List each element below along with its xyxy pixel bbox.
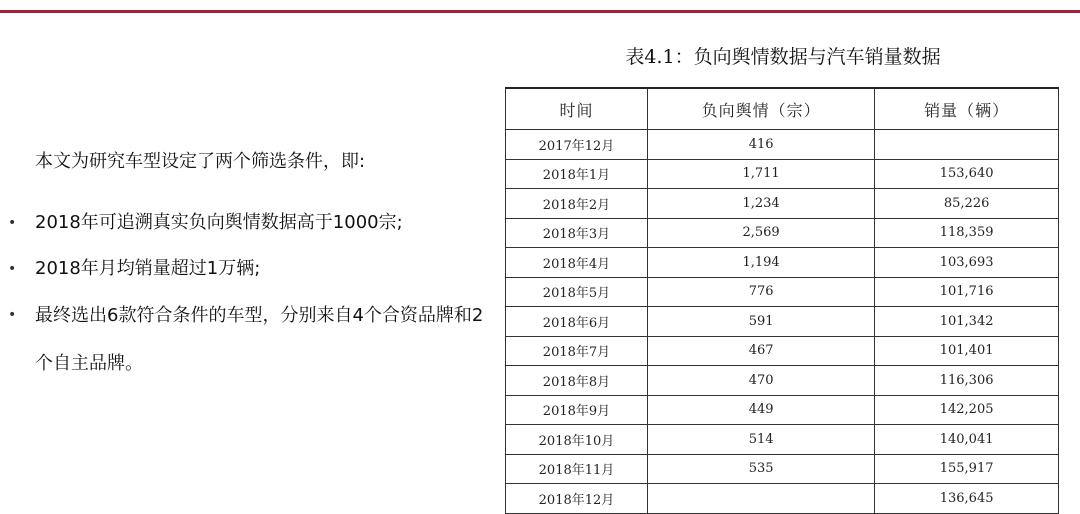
table-row: [506, 159, 1059, 189]
column-header-time: 时间: [506, 88, 648, 130]
criteria-list: [0, 200, 490, 388]
table-row: [506, 277, 1059, 307]
table-row: [506, 484, 1059, 514]
cell-time: 2018年7月: [506, 336, 648, 366]
cell-negative-sentiment: 2,569: [647, 218, 874, 248]
cell-time: 2018年11月: [506, 454, 648, 484]
cell-negative-sentiment: 1,194: [647, 248, 874, 278]
cell-sales: 140,041: [875, 425, 1059, 455]
table-row: [506, 130, 1059, 160]
cell-negative-sentiment: 1,234: [647, 189, 874, 219]
cell-negative-sentiment: 449: [647, 395, 874, 425]
table-row: [506, 248, 1059, 278]
cell-time: 2018年3月: [506, 218, 648, 248]
criteria-item-text: 最终选出6款符合条件的车型，分别来自4个合资品牌和2个自主品牌。: [35, 305, 484, 374]
cell-sales: 85,226: [875, 189, 1059, 219]
cell-sales: [875, 130, 1059, 160]
table-row: [506, 307, 1059, 337]
cell-sales: 118,359: [875, 218, 1059, 248]
cell-negative-sentiment: [647, 484, 874, 514]
column-header-sales: 销量（辆）: [875, 88, 1059, 130]
cell-time: 2018年6月: [506, 307, 648, 337]
cell-time: 2017年12月: [506, 130, 648, 160]
criteria-item-text: 2018年可追溯真实负向舆情数据高于1000宗;: [35, 212, 403, 233]
table-row: [506, 218, 1059, 248]
cell-sales: 101,716: [875, 277, 1059, 307]
cell-negative-sentiment: 467: [647, 336, 874, 366]
cell-sales: 153,640: [875, 159, 1059, 189]
cell-sales: 101,401: [875, 336, 1059, 366]
cell-time: 2018年9月: [506, 395, 648, 425]
bullet-icon: •: [8, 215, 17, 231]
table-row: [506, 425, 1059, 455]
criteria-item: [0, 292, 490, 388]
column-header-negative-sentiment: 负向舆情（宗）: [647, 88, 874, 130]
cell-sales: 101,342: [875, 307, 1059, 337]
top-accent-rule: [0, 10, 1080, 13]
cell-negative-sentiment: 416: [647, 130, 874, 160]
cell-sales: 103,693: [875, 248, 1059, 278]
table-row: [506, 395, 1059, 425]
table-row: [506, 336, 1059, 366]
cell-sales: 116,306: [875, 366, 1059, 396]
cell-time: 2018年10月: [506, 425, 648, 455]
table-row: [506, 366, 1059, 396]
intro-text: 本文为研究车型设定了两个筛选条件，即:: [35, 151, 366, 172]
cell-time: 2018年8月: [506, 366, 648, 396]
table-row: [506, 189, 1059, 219]
cell-time: 2018年1月: [506, 159, 648, 189]
cell-negative-sentiment: 591: [647, 307, 874, 337]
cell-time: 2018年2月: [506, 189, 648, 219]
table-header-row: [506, 88, 1059, 130]
sales-sentiment-table: [505, 87, 1059, 514]
cell-negative-sentiment: 1,711: [647, 159, 874, 189]
table-title: 表4.1：负向舆情数据与汽车销量数据: [625, 46, 941, 68]
cell-negative-sentiment: 514: [647, 425, 874, 455]
cell-time: 2018年12月: [506, 484, 648, 514]
cell-sales: 155,917: [875, 454, 1059, 484]
criteria-item: [0, 200, 490, 246]
cell-negative-sentiment: 470: [647, 366, 874, 396]
criteria-item-text: 2018年月均销量超过1万辆;: [35, 258, 261, 279]
bullet-icon: •: [8, 307, 17, 323]
table-row: [506, 454, 1059, 484]
cell-negative-sentiment: 535: [647, 454, 874, 484]
cell-sales: 136,645: [875, 484, 1059, 514]
cell-time: 2018年4月: [506, 248, 648, 278]
cell-negative-sentiment: 776: [647, 277, 874, 307]
cell-sales: 142,205: [875, 395, 1059, 425]
bullet-icon: •: [8, 261, 17, 277]
criteria-item: [0, 246, 490, 292]
cell-time: 2018年5月: [506, 277, 648, 307]
